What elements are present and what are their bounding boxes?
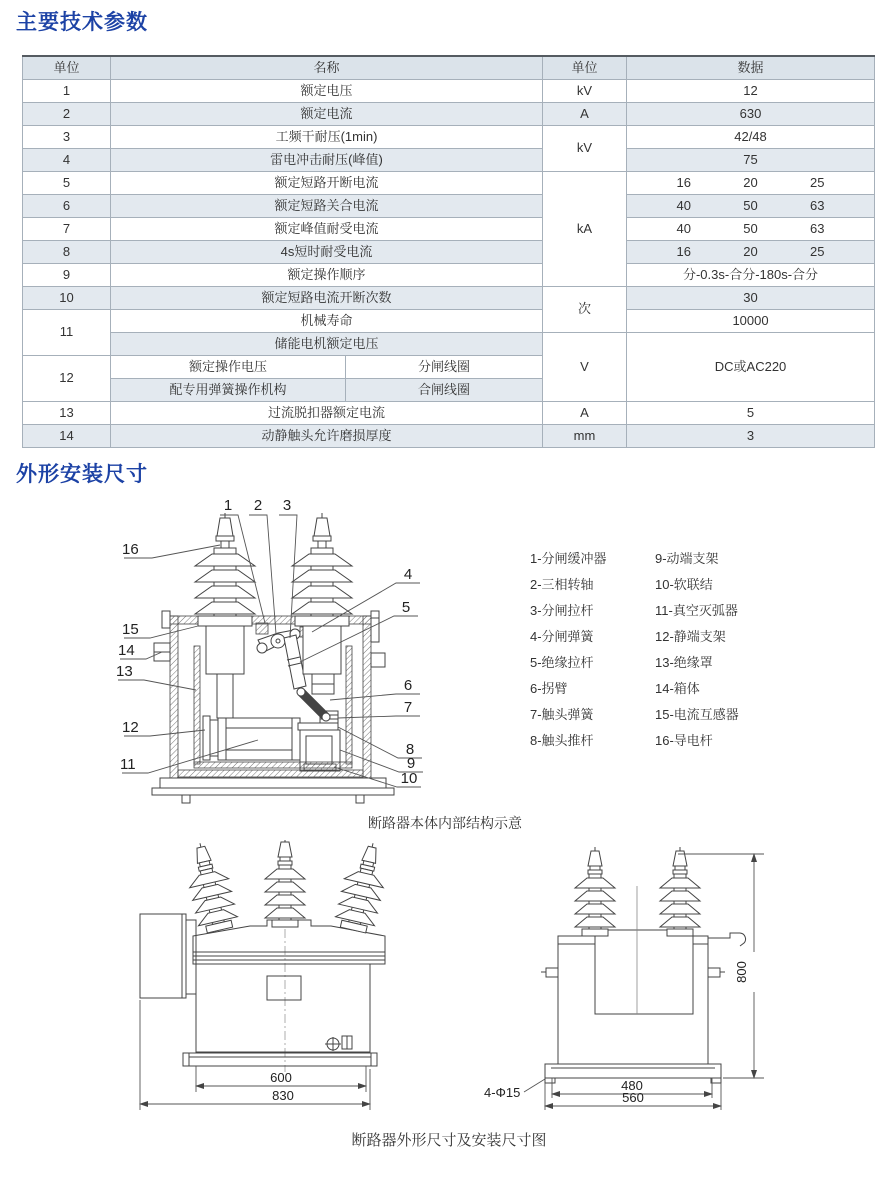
row-name: 机械寿命 [111,310,543,333]
side-view-drawing [478,840,778,1118]
row-data: 30 [627,287,875,310]
row-coil: 分闸线圈 [346,356,543,379]
data-value: 20 [743,174,758,190]
data-value: 16 [676,174,691,190]
table-row [23,287,875,310]
data-value: 20 [743,243,758,259]
row-name: 过流脱扣器额定电流 [111,402,543,425]
legend-item: 6-拐臂 [530,681,568,696]
data-value: 50 [743,197,758,213]
parts-legend-column-2 [655,546,739,754]
row-name: 动静触头允许磨损厚度 [111,425,543,448]
row-name: 额定峰值耐受电流 [111,218,543,241]
dim-label-830: 830 [272,1088,294,1103]
row-data [627,195,875,218]
row-data: 42/48 [627,126,875,149]
front-view-drawing [133,840,443,1118]
callout-1: 1 [223,497,233,514]
mounting-holes-label [484,1079,545,1100]
legend-item: 8-触头推杆 [530,733,594,748]
row-data: 75 [627,149,875,172]
legend-item: 4-分闸弹簧 [530,629,594,644]
row-no: 8 [23,241,111,264]
table-row [23,195,875,218]
table-row [23,218,875,241]
left-conductor-rod [217,674,233,718]
legend-item: 11-真空灭弧器 [655,603,738,618]
row-name: 雷电冲击耐压(峰值) [111,149,543,172]
row-no: 10 [23,287,111,310]
middle-bushing [265,840,305,927]
dim-label-600: 600 [270,1070,292,1085]
data-value: 25 [810,174,825,190]
row-name: 额定操作电压 [111,356,346,379]
callout-12: 12 [122,719,139,736]
callout-3: 3 [282,497,292,514]
callout-13: 13 [116,663,133,680]
row-no: 13 [23,402,111,425]
header-name: 名称 [111,56,543,80]
data-value: 25 [810,243,825,259]
callout-4: 4 [403,566,413,583]
row-data: 630 [627,103,875,126]
internal-structure-drawing [108,490,518,820]
row-no: 3 [23,126,111,149]
row-no: 1 [23,80,111,103]
row-data [627,218,875,241]
row-no: 6 [23,195,111,218]
callout-14: 14 [118,642,135,659]
row-name: 额定短路电流开断次数 [111,287,543,310]
header-data: 数据 [627,56,875,80]
row-unit: A [543,402,627,425]
legend-item: 3-分闸拉杆 [530,603,594,618]
row-no-merged: 12 [23,356,111,402]
control-box [140,914,196,998]
internal-drawing-caption: 断路器本体内部结构示意 [368,815,522,831]
row-data [627,172,875,195]
row-name: 配专用弹簧操作机构 [111,379,346,402]
table-row [23,126,875,149]
row-data-merged: DC或AC220 [627,333,875,402]
row-coil: 合闸线圈 [346,379,543,402]
header-no: 单位 [23,56,111,80]
legend-item: 13-绝缘罩 [655,655,713,670]
row-no: 14 [23,425,111,448]
row-data: 5 [627,402,875,425]
callout-16: 16 [122,541,139,558]
callout-15: 15 [122,621,139,638]
table-header-row [23,56,875,80]
row-name: 额定操作顺序 [111,264,543,287]
data-value: 50 [743,220,758,236]
callout-6: 6 [403,677,413,694]
grounding-symbol [325,1036,352,1051]
row-name: 额定电流 [111,103,543,126]
section-title-dimensions: 外形安装尺寸 [16,463,148,486]
row-unit-merged: kV [543,126,627,172]
callout-7: 7 [403,699,413,716]
table-row [23,310,875,333]
table-row [23,264,875,287]
callout-5: 5 [401,599,411,616]
table-row [23,425,875,448]
table-row [23,149,875,172]
table-row [23,241,875,264]
callout-10: 10 [400,770,418,787]
legend-item: 5-绝缘拉杆 [530,655,594,670]
body-box [196,964,370,1052]
left-bushing [575,847,615,936]
row-name: 额定短路关合电流 [111,195,543,218]
dim-label-holes: 4-Φ15 [484,1085,521,1100]
row-unit-merged: kA [543,172,627,287]
row-name: 额定电压 [111,80,543,103]
row-no: 5 [23,172,111,195]
table-row [23,333,875,356]
header-unit: 单位 [543,56,627,80]
row-name: 额定短路开断电流 [111,172,543,195]
callout-11: 11 [120,756,136,773]
legend-item: 15-电流互感器 [655,707,739,722]
row-unit: kV [543,80,627,103]
callout-8: 8 [405,741,415,758]
row-no: 9 [23,264,111,287]
legend-item: 9-动端支架 [655,551,719,566]
legend-item: 14-箱体 [655,681,700,696]
vacuum-interrupter [203,716,300,760]
row-unit: mm [543,425,627,448]
row-data: 12 [627,80,875,103]
row-data: 分-0.3s-合分-180s-合分 [627,264,875,287]
dim-label-480: 480 [621,1078,643,1093]
row-unit: A [543,103,627,126]
outline-drawing-caption: 断路器外形尺寸及安装尺寸图 [351,1132,547,1149]
data-value: 40 [676,197,691,213]
right-bushing [334,840,393,934]
data-value: 63 [810,220,825,236]
table-row [23,402,875,425]
base-frame [152,778,394,803]
legend-item: 16-导电杆 [655,733,713,748]
row-name: 储能电机额定电压 [111,333,543,356]
row-unit-merged: 次 [543,287,627,333]
lifting-hook [708,933,746,946]
legend-item: 7-触头弹簧 [530,707,594,722]
row-name: 工频干耐压(1min) [111,126,543,149]
data-value: 63 [810,197,825,213]
dim-label-800: 800 [734,961,749,983]
row-data: 10000 [627,310,875,333]
legend-item: 2-三相转轴 [530,577,594,592]
dimension-830 [140,1000,370,1110]
ct-panel [595,930,693,1014]
left-bushing [195,513,255,674]
legend-item: 1-分闸缓冲器 [530,551,607,566]
data-value: 16 [676,243,691,259]
callout-9: 9 [406,755,416,772]
right-bushing [292,513,352,674]
row-data [627,241,875,264]
callout-2: 2 [253,497,263,514]
parts-legend-column-1 [530,546,607,754]
row-name: 4s短时耐受电流 [111,241,543,264]
data-value: 40 [676,220,691,236]
row-data: 3 [627,425,875,448]
table-row [23,80,875,103]
legend-item: 10-软联结 [655,577,713,592]
row-no: 2 [23,103,111,126]
table-row [23,103,875,126]
row-no: 4 [23,149,111,172]
base-frame [183,1053,377,1066]
table-row [23,172,875,195]
row-no-merged: 11 [23,310,111,356]
section-title-parameters: 主要技术参数 [16,11,148,34]
parameters-table [22,55,875,448]
row-no: 7 [23,218,111,241]
dim-label-560: 560 [622,1090,644,1105]
row-unit-merged: V [543,333,627,402]
legend-item: 12-静端支架 [655,629,726,644]
right-bushing [660,847,700,936]
nameplate [267,976,301,1000]
